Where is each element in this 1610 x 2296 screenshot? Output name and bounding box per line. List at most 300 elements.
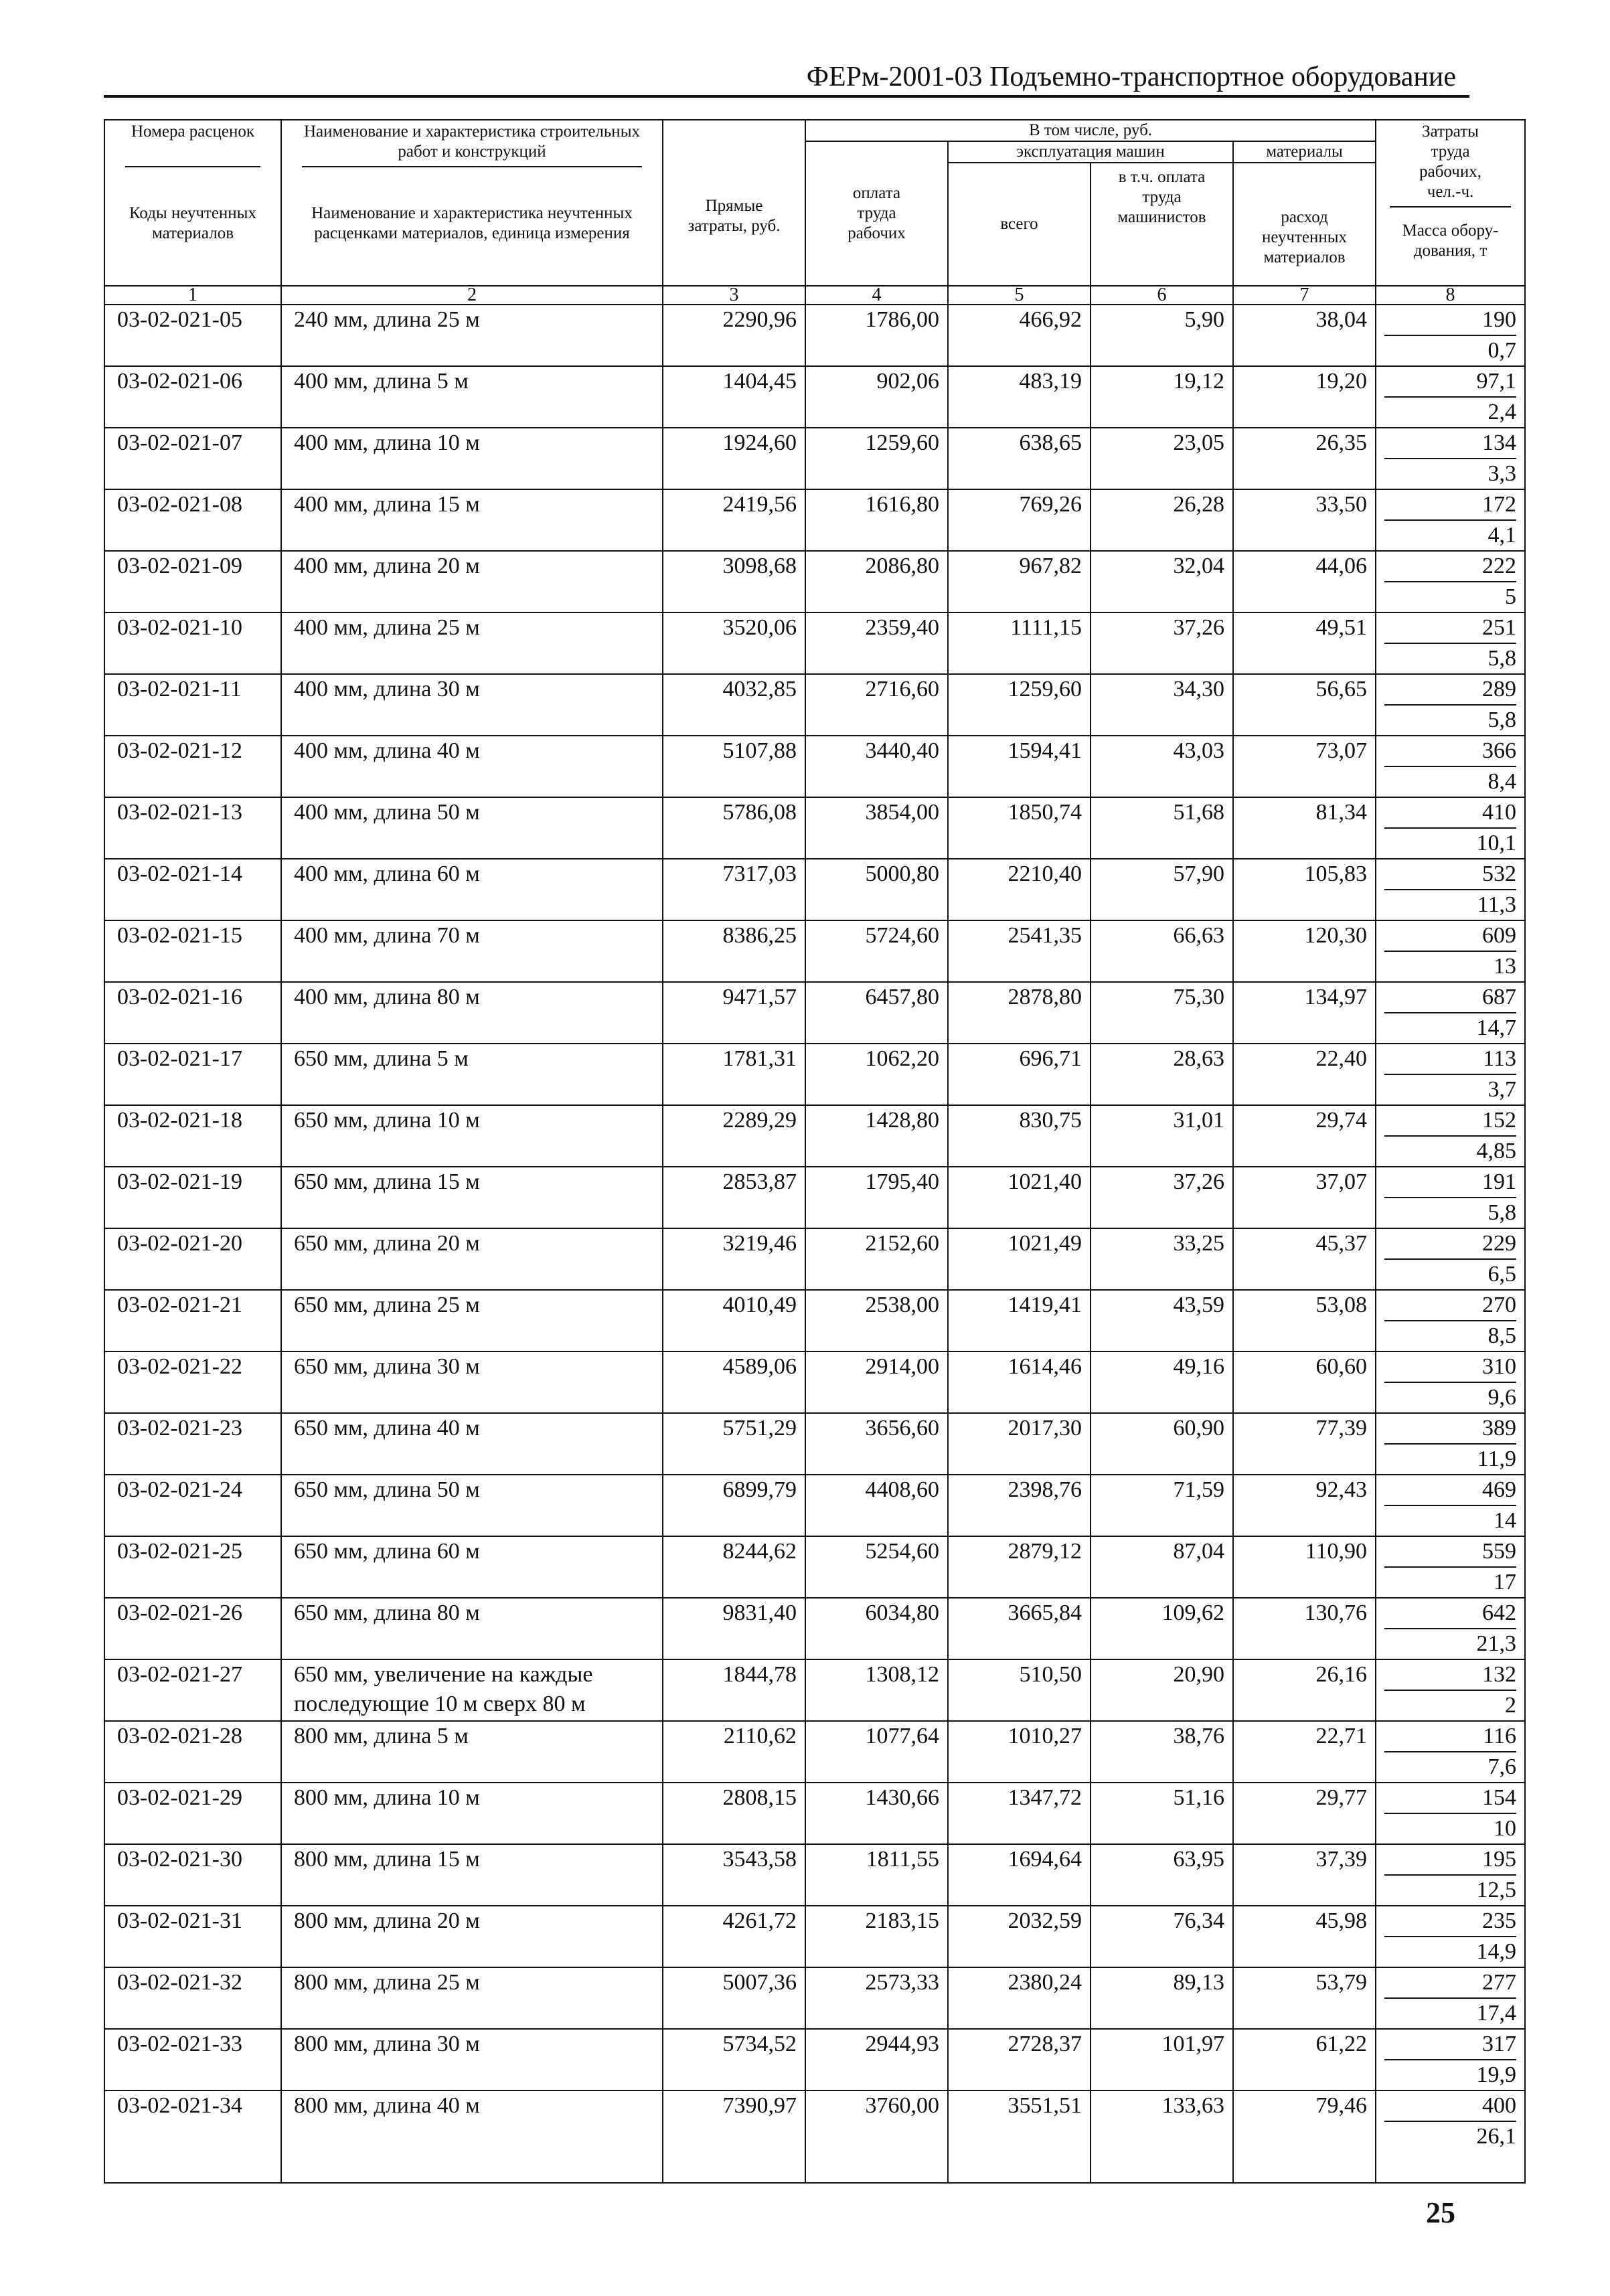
direct-cost: 4261,72 <box>663 1906 805 1967</box>
equipment-mass: 3,7 <box>1487 1077 1517 1102</box>
col8-top-label: Затраты труда рабочих, чел.-ч. <box>1390 120 1511 208</box>
labor-hours: 152 <box>1384 1106 1516 1137</box>
machinists-wages: 37,26 <box>1091 612 1233 674</box>
labor-hours: 400 <box>1384 2091 1516 2122</box>
rates-table <box>104 119 1526 2184</box>
workers-wages: 1795,40 <box>805 1167 948 1228</box>
labor-mass-cell <box>1376 1783 1525 1844</box>
work-name: 650 мм, длина 20 м <box>281 1228 663 1290</box>
equipment-mass: 11,3 <box>1477 892 1517 917</box>
col6-label: в т.ч. оплата труда машинистов <box>1117 168 1206 226</box>
machinists-wages: 31,01 <box>1091 1105 1233 1167</box>
col3-header <box>663 120 805 286</box>
work-name: 650 мм, длина 5 м <box>281 1044 663 1105</box>
materials-cost: 73,07 <box>1233 736 1376 797</box>
workers-wages: 1430,66 <box>805 1783 948 1844</box>
table-row <box>104 1967 1525 2029</box>
column-numbers-row <box>104 286 1525 305</box>
work-name: 800 мм, длина 15 м <box>281 1844 663 1906</box>
labor-hours: 134 <box>1384 428 1516 459</box>
workers-wages: 3656,60 <box>805 1413 948 1475</box>
col1-header <box>104 120 281 286</box>
labor-hours: 113 <box>1384 1044 1516 1075</box>
workers-wages: 2359,40 <box>805 612 948 674</box>
materials-cost: 134,97 <box>1233 982 1376 1044</box>
labor-mass-cell <box>1376 1659 1525 1721</box>
table-row <box>104 1844 1525 1906</box>
labor-hours: 235 <box>1384 1906 1516 1937</box>
work-name: 800 мм, длина 10 м <box>281 1783 663 1844</box>
equipment-mass: 12,5 <box>1476 1878 1517 1902</box>
table-row <box>104 1351 1525 1413</box>
col8-bottom-label: Масса обору-дования, т <box>1402 222 1499 260</box>
direct-cost: 2808,15 <box>663 1783 805 1844</box>
table-row <box>104 797 1525 859</box>
table-row <box>104 1228 1525 1290</box>
machines-total: 638,65 <box>948 428 1091 489</box>
machinists-wages: 20,90 <box>1091 1659 1233 1721</box>
machinists-wages: 57,90 <box>1091 859 1233 920</box>
machines-total: 2032,59 <box>948 1906 1091 1967</box>
labor-mass-cell <box>1376 1351 1525 1413</box>
equipment-mass: 5,8 <box>1487 646 1517 671</box>
col4-header <box>805 141 948 286</box>
rate-code: 03-02-021-27 <box>104 1659 281 1721</box>
direct-cost: 5007,36 <box>663 1967 805 2029</box>
col4-label: оплата труда рабочих <box>848 184 906 242</box>
workers-wages: 2183,15 <box>805 1906 948 1967</box>
equipment-mass: 6,5 <box>1487 1262 1517 1287</box>
equipment-mass: 2,4 <box>1487 400 1517 424</box>
table-row <box>104 1475 1525 1536</box>
rate-code: 03-02-021-31 <box>104 1906 281 1967</box>
machinists-wages: 133,63 <box>1091 2090 1233 2183</box>
labor-mass-cell <box>1376 736 1525 797</box>
labor-mass-cell <box>1376 797 1525 859</box>
machines-total: 967,82 <box>948 551 1091 612</box>
labor-hours: 687 <box>1384 983 1516 1013</box>
materials-cost: 22,40 <box>1233 1044 1376 1105</box>
work-name: 650 мм, длина 30 м <box>281 1351 663 1413</box>
equipment-mass: 14,7 <box>1476 1015 1517 1040</box>
machines-total: 3665,84 <box>948 1598 1091 1659</box>
labor-mass-cell <box>1376 1844 1525 1906</box>
work-name: 650 мм, длина 25 м <box>281 1290 663 1351</box>
direct-cost: 3543,58 <box>663 1844 805 1906</box>
materials-cost: 26,16 <box>1233 1659 1376 1721</box>
machines-total: 1021,49 <box>948 1228 1091 1290</box>
materials-cost: 19,20 <box>1233 366 1376 428</box>
machinists-wages: 89,13 <box>1091 1967 1233 2029</box>
machines-total: 2210,40 <box>948 859 1091 920</box>
rate-code: 03-02-021-33 <box>104 2029 281 2090</box>
labor-mass-cell <box>1376 1413 1525 1475</box>
page-number: 25 <box>1426 2196 1455 2229</box>
table-row <box>104 551 1525 612</box>
table-row <box>104 736 1525 797</box>
materials-cost: 77,39 <box>1233 1413 1376 1475</box>
equipment-mass: 10 <box>1494 1816 1517 1841</box>
labor-hours: 190 <box>1384 305 1516 336</box>
labor-mass-cell <box>1376 2090 1525 2183</box>
machinists-wages: 32,04 <box>1091 551 1233 612</box>
direct-cost: 9471,57 <box>663 982 805 1044</box>
col3-label: Прямые затраты, руб. <box>688 197 781 235</box>
rate-code: 03-02-021-23 <box>104 1413 281 1475</box>
direct-cost: 4589,06 <box>663 1351 805 1413</box>
work-name: 400 мм, длина 15 м <box>281 489 663 551</box>
machinists-wages: 109,62 <box>1091 1598 1233 1659</box>
materials-cost: 105,83 <box>1233 859 1376 920</box>
labor-mass-cell <box>1376 612 1525 674</box>
labor-mass-cell <box>1376 1105 1525 1167</box>
direct-cost: 9831,40 <box>663 1598 805 1659</box>
machines-header: эксплуатация машин <box>948 141 1233 163</box>
direct-cost: 5786,08 <box>663 797 805 859</box>
labor-mass-cell <box>1376 982 1525 1044</box>
materials-cost: 26,35 <box>1233 428 1376 489</box>
machinists-wages: 33,25 <box>1091 1228 1233 1290</box>
table-row <box>104 1906 1525 1967</box>
machinists-wages: 49,16 <box>1091 1351 1233 1413</box>
table-row <box>104 2090 1525 2183</box>
labor-hours: 116 <box>1384 1722 1516 1752</box>
workers-wages: 2716,60 <box>805 674 948 736</box>
table-row <box>104 489 1525 551</box>
equipment-mass: 5,8 <box>1487 708 1517 732</box>
workers-wages: 2086,80 <box>805 551 948 612</box>
materials-cost: 37,39 <box>1233 1844 1376 1906</box>
table-header <box>104 120 1525 305</box>
labor-mass-cell <box>1376 920 1525 982</box>
workers-wages: 2538,00 <box>805 1290 948 1351</box>
rate-code: 03-02-021-17 <box>104 1044 281 1105</box>
direct-cost: 2853,87 <box>663 1167 805 1228</box>
work-name: 800 мм, длина 30 м <box>281 2029 663 2090</box>
machines-total: 2017,30 <box>948 1413 1091 1475</box>
machines-total: 2878,80 <box>948 982 1091 1044</box>
table-row <box>104 1044 1525 1105</box>
equipment-mass: 7,6 <box>1487 1754 1517 1779</box>
rate-code: 03-02-021-10 <box>104 612 281 674</box>
equipment-mass: 17,4 <box>1476 2001 1517 2026</box>
machinists-wages: 23,05 <box>1091 428 1233 489</box>
labor-hours: 277 <box>1384 1968 1516 1999</box>
labor-mass-cell <box>1376 1721 1525 1783</box>
machinists-wages: 66,63 <box>1091 920 1233 982</box>
equipment-mass: 21,3 <box>1476 1631 1517 1656</box>
rate-code: 03-02-021-28 <box>104 1721 281 1783</box>
workers-wages: 5000,80 <box>805 859 948 920</box>
equipment-mass: 4,1 <box>1487 523 1517 548</box>
machinists-wages: 87,04 <box>1091 1536 1233 1598</box>
labor-hours: 251 <box>1384 613 1516 644</box>
rate-code: 03-02-021-26 <box>104 1598 281 1659</box>
equipment-mass: 5 <box>1505 584 1517 609</box>
col7-label: расход неучтенных материалов <box>1262 208 1348 266</box>
materials-cost: 33,50 <box>1233 489 1376 551</box>
workers-wages: 1811,55 <box>805 1844 948 1906</box>
machines-total: 1347,72 <box>948 1783 1091 1844</box>
table-row <box>104 1721 1525 1783</box>
labor-hours: 532 <box>1384 859 1516 890</box>
machines-total: 510,50 <box>948 1659 1091 1721</box>
machines-total: 2879,12 <box>948 1536 1091 1598</box>
labor-hours: 310 <box>1384 1352 1516 1383</box>
machines-total: 483,19 <box>948 366 1091 428</box>
table-row <box>104 674 1525 736</box>
rate-code: 03-02-021-29 <box>104 1783 281 1844</box>
direct-cost: 1924,60 <box>663 428 805 489</box>
direct-cost: 3098,68 <box>663 551 805 612</box>
table-row <box>104 1413 1525 1475</box>
equipment-mass: 14,9 <box>1476 1939 1517 1964</box>
table-row <box>104 1105 1525 1167</box>
rate-code: 03-02-021-15 <box>104 920 281 982</box>
direct-cost: 5734,52 <box>663 2029 805 2090</box>
direct-cost: 5751,29 <box>663 1413 805 1475</box>
machines-total: 830,75 <box>948 1105 1091 1167</box>
column-number: 6 <box>1091 286 1233 305</box>
machinists-wages: 101,97 <box>1091 2029 1233 2090</box>
labor-mass-cell <box>1376 2029 1525 2090</box>
direct-cost: 3520,06 <box>663 612 805 674</box>
labor-hours: 154 <box>1384 1783 1516 1814</box>
work-name: 650 мм, длина 80 м <box>281 1598 663 1659</box>
work-name: 400 мм, длина 40 м <box>281 736 663 797</box>
workers-wages: 902,06 <box>805 366 948 428</box>
labor-mass-cell <box>1376 1967 1525 2029</box>
rate-code: 03-02-021-32 <box>104 1967 281 2029</box>
materials-header: материалы <box>1233 141 1376 163</box>
machines-total: 1021,40 <box>948 1167 1091 1228</box>
col5-header: всего <box>948 163 1091 286</box>
work-name: 650 мм, длина 50 м <box>281 1475 663 1536</box>
table-row <box>104 1290 1525 1351</box>
workers-wages: 1062,20 <box>805 1044 948 1105</box>
machines-total: 1259,60 <box>948 674 1091 736</box>
machines-total: 696,71 <box>948 1044 1091 1105</box>
materials-cost: 60,60 <box>1233 1351 1376 1413</box>
column-number: 4 <box>805 286 948 305</box>
col6-header <box>1091 163 1233 286</box>
machines-total: 1111,15 <box>948 612 1091 674</box>
rate-code: 03-02-021-19 <box>104 1167 281 1228</box>
machines-total: 1614,46 <box>948 1351 1091 1413</box>
machinists-wages: 51,68 <box>1091 797 1233 859</box>
materials-cost: 29,74 <box>1233 1105 1376 1167</box>
equipment-mass: 11,9 <box>1477 1447 1517 1471</box>
machines-total: 1694,64 <box>948 1844 1091 1906</box>
machines-total: 2380,24 <box>948 1967 1091 2029</box>
workers-wages: 6457,80 <box>805 982 948 1044</box>
direct-cost: 8386,25 <box>663 920 805 982</box>
rate-code: 03-02-021-13 <box>104 797 281 859</box>
workers-wages: 5254,60 <box>805 1536 948 1598</box>
direct-cost: 7317,03 <box>663 859 805 920</box>
equipment-mass: 19,9 <box>1476 2062 1517 2087</box>
workers-wages: 1786,00 <box>805 305 948 366</box>
labor-hours: 222 <box>1384 552 1516 582</box>
labor-mass-cell <box>1376 1536 1525 1598</box>
machinists-wages: 26,28 <box>1091 489 1233 551</box>
table-row <box>104 1536 1525 1598</box>
rate-code: 03-02-021-34 <box>104 2090 281 2183</box>
workers-wages: 2152,60 <box>805 1228 948 1290</box>
direct-cost: 1844,78 <box>663 1659 805 1721</box>
materials-cost: 37,07 <box>1233 1167 1376 1228</box>
workers-wages: 2944,93 <box>805 2029 948 2090</box>
work-name: 800 мм, длина 25 м <box>281 1967 663 2029</box>
workers-wages: 1259,60 <box>805 428 948 489</box>
direct-cost: 2289,29 <box>663 1105 805 1167</box>
rate-code: 03-02-021-05 <box>104 305 281 366</box>
table-row <box>104 366 1525 428</box>
table-row <box>104 305 1525 366</box>
column-number: 7 <box>1233 286 1376 305</box>
equipment-mass: 26,1 <box>1476 2124 1517 2149</box>
column-number: 5 <box>948 286 1091 305</box>
work-name: 800 мм, длина 40 м <box>281 2090 663 2183</box>
machines-total: 2728,37 <box>948 2029 1091 2090</box>
materials-cost: 44,06 <box>1233 551 1376 612</box>
workers-wages: 6034,80 <box>805 1598 948 1659</box>
table-row <box>104 612 1525 674</box>
rate-code: 03-02-021-07 <box>104 428 281 489</box>
machinists-wages: 51,16 <box>1091 1783 1233 1844</box>
labor-mass-cell <box>1376 1906 1525 1967</box>
labor-mass-cell <box>1376 674 1525 736</box>
rate-code: 03-02-021-18 <box>104 1105 281 1167</box>
work-name: 800 мм, длина 20 м <box>281 1906 663 1967</box>
machines-total: 1850,74 <box>948 797 1091 859</box>
col2-top-label: Наименование и характеристика строительных работ и конструкций <box>302 120 642 167</box>
col7-header <box>1233 163 1376 286</box>
machinists-wages: 75,30 <box>1091 982 1233 1044</box>
labor-hours: 172 <box>1384 490 1516 521</box>
column-number: 3 <box>663 286 805 305</box>
rate-code: 03-02-021-30 <box>104 1844 281 1906</box>
work-name: 400 мм, длина 20 м <box>281 551 663 612</box>
equipment-mass: 5,8 <box>1487 1200 1517 1225</box>
work-name: 400 мм, длина 5 м <box>281 366 663 428</box>
labor-mass-cell <box>1376 366 1525 428</box>
rate-code: 03-02-021-16 <box>104 982 281 1044</box>
materials-cost: 110,90 <box>1233 1536 1376 1598</box>
direct-cost: 2290,96 <box>663 305 805 366</box>
labor-mass-cell <box>1376 1228 1525 1290</box>
machinists-wages: 60,90 <box>1091 1413 1233 1475</box>
work-name: 400 мм, длина 50 м <box>281 797 663 859</box>
labor-hours: 366 <box>1384 736 1516 767</box>
workers-wages: 1428,80 <box>805 1105 948 1167</box>
machinists-wages: 43,59 <box>1091 1290 1233 1351</box>
table-row <box>104 1783 1525 1844</box>
table-row <box>104 982 1525 1044</box>
col2-bottom-label: Наименование и характеристика неучтенных расценками материалов, единица измерения <box>311 204 633 242</box>
equipment-mass: 8,5 <box>1487 1323 1517 1348</box>
labor-hours: 97,1 <box>1384 367 1516 398</box>
rate-code: 03-02-021-24 <box>104 1475 281 1536</box>
labor-hours: 469 <box>1384 1475 1516 1506</box>
work-name: 240 мм, длина 25 м <box>281 305 663 366</box>
column-number: 1 <box>104 286 281 305</box>
labor-mass-cell <box>1376 1475 1525 1536</box>
direct-cost: 7390,97 <box>663 2090 805 2183</box>
equipment-mass: 8,4 <box>1487 769 1517 794</box>
col1-bottom-label: Коды неучтенных материалов <box>129 204 256 242</box>
workers-wages: 4408,60 <box>805 1475 948 1536</box>
table-row <box>104 428 1525 489</box>
labor-mass-cell <box>1376 1598 1525 1659</box>
work-name: 650 мм, длина 60 м <box>281 1536 663 1598</box>
labor-hours: 559 <box>1384 1537 1516 1568</box>
header-title: ФЕРм-2001-03 Подъемно-транспортное оборудование <box>806 62 1456 92</box>
direct-cost: 6899,79 <box>663 1475 805 1536</box>
direct-cost: 4010,49 <box>663 1290 805 1351</box>
materials-cost: 45,37 <box>1233 1228 1376 1290</box>
table-body <box>104 305 1525 2183</box>
equipment-mass: 14 <box>1494 1508 1517 1533</box>
table-row <box>104 1659 1525 1721</box>
rate-code: 03-02-021-09 <box>104 551 281 612</box>
work-name: 400 мм, длина 10 м <box>281 428 663 489</box>
machinists-wages: 5,90 <box>1091 305 1233 366</box>
materials-cost: 53,79 <box>1233 1967 1376 2029</box>
labor-hours: 642 <box>1384 1598 1516 1629</box>
workers-wages: 2573,33 <box>805 1967 948 2029</box>
work-name: 400 мм, длина 80 м <box>281 982 663 1044</box>
materials-cost: 22,71 <box>1233 1721 1376 1783</box>
machines-total: 2398,76 <box>948 1475 1091 1536</box>
column-number: 2 <box>281 286 663 305</box>
machines-total: 466,92 <box>948 305 1091 366</box>
materials-cost: 53,08 <box>1233 1290 1376 1351</box>
labor-mass-cell <box>1376 305 1525 366</box>
table-row <box>104 859 1525 920</box>
direct-cost: 5107,88 <box>663 736 805 797</box>
equipment-mass: 2 <box>1505 1693 1517 1718</box>
equipment-mass: 3,3 <box>1487 461 1517 486</box>
rate-code: 03-02-021-06 <box>104 366 281 428</box>
workers-wages: 3760,00 <box>805 2090 948 2183</box>
work-name: 650 мм, увеличение на каждые последующие 10 м сверх 80 м <box>281 1659 663 1721</box>
machinists-wages: 76,34 <box>1091 1906 1233 1967</box>
table-row <box>104 1167 1525 1228</box>
equipment-mass: 9,6 <box>1487 1385 1517 1410</box>
labor-mass-cell <box>1376 859 1525 920</box>
labor-hours: 191 <box>1384 1167 1516 1198</box>
machines-total: 3551,51 <box>948 2090 1091 2183</box>
direct-cost: 4032,85 <box>663 674 805 736</box>
work-name: 400 мм, длина 70 м <box>281 920 663 982</box>
machines-total: 769,26 <box>948 489 1091 551</box>
labor-mass-cell <box>1376 551 1525 612</box>
machinists-wages: 19,12 <box>1091 366 1233 428</box>
workers-wages: 2914,00 <box>805 1351 948 1413</box>
rate-code: 03-02-021-22 <box>104 1351 281 1413</box>
table-row <box>104 920 1525 982</box>
equipment-mass: 17 <box>1494 1570 1517 1594</box>
rate-code: 03-02-021-08 <box>104 489 281 551</box>
equipment-mass: 4,85 <box>1476 1139 1517 1163</box>
equipment-mass: 0,7 <box>1487 338 1517 363</box>
col8-header <box>1376 120 1525 286</box>
machinists-wages: 37,26 <box>1091 1167 1233 1228</box>
labor-hours: 229 <box>1384 1229 1516 1260</box>
materials-cost: 49,51 <box>1233 612 1376 674</box>
materials-cost: 61,22 <box>1233 2029 1376 2090</box>
